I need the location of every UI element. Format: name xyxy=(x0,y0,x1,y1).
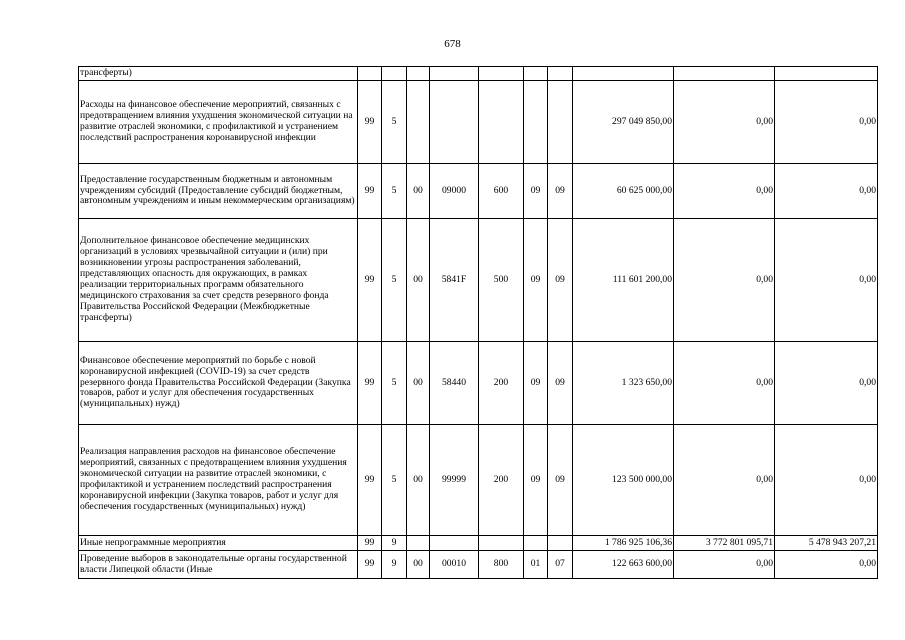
expense-type-code: 200 xyxy=(479,342,524,425)
row-name: Расходы на финансовое обеспечение мероприятий, связанных с предотвращением влияния ухудшения экономической ситуации на развитие отраслей экономики, с профилактикой и устранением последствий распространения коронавирусной инфекции xyxy=(79,81,358,164)
subsection-code: 09 xyxy=(548,164,573,219)
direction-code: 09000 xyxy=(430,164,479,219)
sum-year-2: 0,00 xyxy=(674,425,775,536)
gp-code: 99 xyxy=(358,536,382,551)
expense-type-code: 500 xyxy=(479,219,524,342)
sum-year-1: 123 500 000,00 xyxy=(573,425,674,536)
row-name: Финансовое обеспечение мероприятий по борьбе с новой коронавирусной инфекцией (COVID-19) за счет средств резервного фонда Правительства Российской Федерации (Закупка товаров, работ и услуг для обеспечения государственных (муниципальных) нужд) xyxy=(79,342,358,425)
section-code: 09 xyxy=(524,342,548,425)
table-row xyxy=(79,536,878,551)
section-code xyxy=(524,536,548,551)
gp-code: 99 xyxy=(358,81,382,164)
gp-code: 99 xyxy=(358,219,382,342)
budget-table xyxy=(78,66,878,579)
subsection-code: 09 xyxy=(548,425,573,536)
os-code: 00 xyxy=(407,425,430,536)
section-code: 01 xyxy=(524,551,548,579)
sum-year-1: 1 323 650,00 xyxy=(573,342,674,425)
expense-type-code xyxy=(479,536,524,551)
sum-year-3 xyxy=(775,67,878,81)
direction-code: 58440 xyxy=(430,342,479,425)
subsection-code: 07 xyxy=(548,551,573,579)
sum-year-1: 297 049 850,00 xyxy=(573,81,674,164)
section-code: 09 xyxy=(524,219,548,342)
sum-year-3: 5 478 943 207,21 xyxy=(775,536,878,551)
pp-code: 9 xyxy=(382,536,407,551)
sum-year-3: 0,00 xyxy=(775,164,878,219)
row-name: Дополнительное финансовое обеспечение медицинских организаций в условиях чрезвычайной ситуации и (или) при возникновении угрозы распространения заболеваний, представляющих опасность для окружающих, в рамках реализации территориальных программ обязательного медицинского страхования за счет средств резервного фонда Правительства Российской Федерации (Межбюджетные трансферты) xyxy=(79,219,358,342)
sum-year-3: 0,00 xyxy=(775,342,878,425)
gp-code: 99 xyxy=(358,342,382,425)
sum-year-3: 0,00 xyxy=(775,551,878,579)
pp-code: 5 xyxy=(382,219,407,342)
sum-year-2: 0,00 xyxy=(674,342,775,425)
gp-code xyxy=(358,67,382,81)
sum-year-1: 60 625 000,00 xyxy=(573,164,674,219)
section-code: 09 xyxy=(524,425,548,536)
direction-code xyxy=(430,81,479,164)
row-name: Реализация направления расходов на финансовое обеспечение мероприятий, связанных с предотвращением влияния ухудшения экономической ситуации на развитие отраслей экономики, с профилактикой и устранением последствий распространения коронавирусной инфекции (Закупка товаров, работ и услуг для обеспечения государственных (муниципальных) нужд) xyxy=(79,425,358,536)
table-body xyxy=(79,67,878,579)
direction-code xyxy=(430,67,479,81)
expense-type-code: 200 xyxy=(479,425,524,536)
sum-year-1 xyxy=(573,67,674,81)
direction-code: 00010 xyxy=(430,551,479,579)
os-code: 00 xyxy=(407,219,430,342)
direction-code: 5841F xyxy=(430,219,479,342)
expense-type-code: 800 xyxy=(479,551,524,579)
table-row xyxy=(79,342,878,425)
sum-year-1: 1 786 925 106,36 xyxy=(573,536,674,551)
subsection-code xyxy=(548,67,573,81)
gp-code: 99 xyxy=(358,425,382,536)
os-code: 00 xyxy=(407,551,430,579)
table-row xyxy=(79,164,878,219)
os-code xyxy=(407,536,430,551)
gp-code: 99 xyxy=(358,551,382,579)
row-name: Проведение выборов в законодательные органы государственной власти Липецкой области (Иные xyxy=(79,551,358,579)
table-row xyxy=(79,551,878,579)
expense-type-code xyxy=(479,81,524,164)
section-code xyxy=(524,67,548,81)
os-code xyxy=(407,67,430,81)
subsection-code: 09 xyxy=(548,219,573,342)
sum-year-3: 0,00 xyxy=(775,219,878,342)
pp-code: 9 xyxy=(382,551,407,579)
table-row xyxy=(79,219,878,342)
direction-code xyxy=(430,536,479,551)
section-code: 09 xyxy=(524,164,548,219)
pp-code: 5 xyxy=(382,164,407,219)
subsection-code xyxy=(548,81,573,164)
subsection-code: 09 xyxy=(548,342,573,425)
pp-code: 5 xyxy=(382,425,407,536)
sum-year-2: 0,00 xyxy=(674,164,775,219)
direction-code: 99999 xyxy=(430,425,479,536)
subsection-code xyxy=(548,536,573,551)
sum-year-2: 3 772 801 095,71 xyxy=(674,536,775,551)
table-row xyxy=(79,67,878,81)
table-row xyxy=(79,81,878,164)
os-code: 00 xyxy=(407,342,430,425)
row-name: Иные непрограммные мероприятия xyxy=(79,536,358,551)
os-code xyxy=(407,81,430,164)
sum-year-3: 0,00 xyxy=(775,425,878,536)
sum-year-3: 0,00 xyxy=(775,81,878,164)
sum-year-2: 0,00 xyxy=(674,551,775,579)
pp-code: 5 xyxy=(382,81,407,164)
os-code: 00 xyxy=(407,164,430,219)
sum-year-1: 122 663 600,00 xyxy=(573,551,674,579)
table-row xyxy=(79,425,878,536)
gp-code: 99 xyxy=(358,164,382,219)
pp-code: 5 xyxy=(382,342,407,425)
sum-year-1: 111 601 200,00 xyxy=(573,219,674,342)
row-name: Предоставление государственным бюджетным и автономным учреждениям субсидий (Предоставление субсидий бюджетным, автономным учреждениям и иным некоммерческим организациям) xyxy=(79,164,358,219)
row-name: трансферты) xyxy=(79,67,358,81)
expense-type-code xyxy=(479,67,524,81)
page-number: 678 xyxy=(444,38,461,50)
section-code xyxy=(524,81,548,164)
sum-year-2 xyxy=(674,67,775,81)
expense-type-code: 600 xyxy=(479,164,524,219)
sum-year-2: 0,00 xyxy=(674,219,775,342)
pp-code xyxy=(382,67,407,81)
sum-year-2: 0,00 xyxy=(674,81,775,164)
